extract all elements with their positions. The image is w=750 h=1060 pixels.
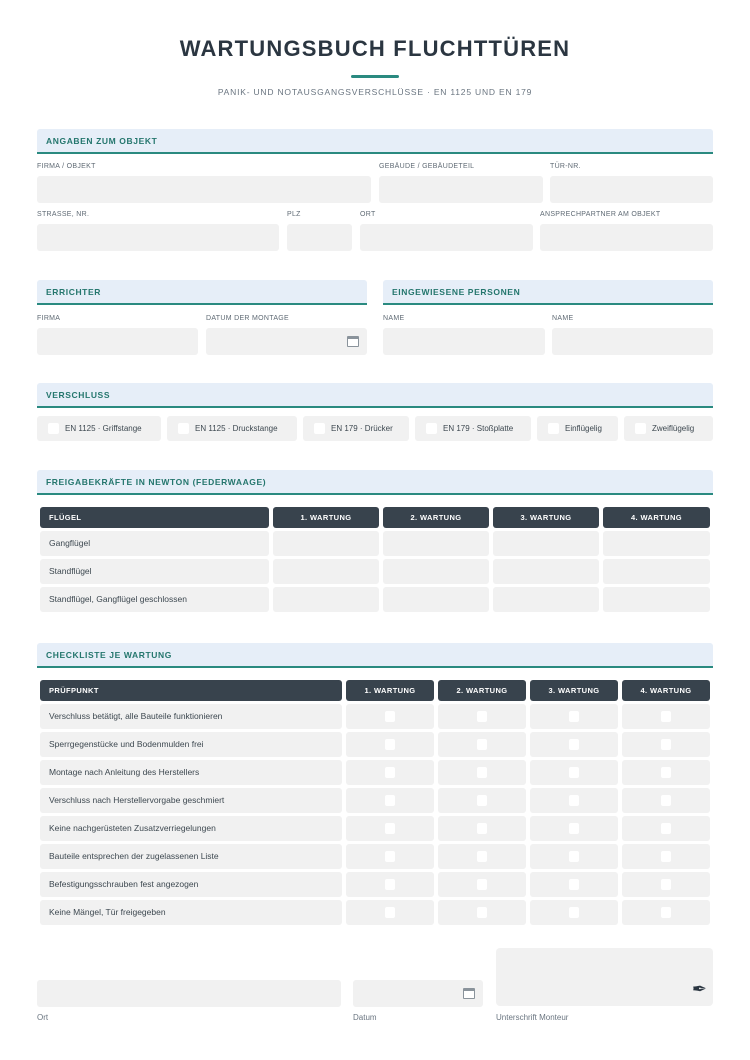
table-row-label: Bauteile entsprechen der zugelassenen Liste <box>40 844 342 869</box>
checkbox[interactable] <box>569 795 579 806</box>
checkbox[interactable] <box>477 823 487 834</box>
checkbox[interactable] <box>569 851 579 862</box>
firma-objekt-label: FIRMA / OBJEKT <box>37 163 96 170</box>
column-header-wartung-4: 4. WARTUNG <box>622 680 710 701</box>
gebaeude-label: GEBÄUDE / GEBÄUDETEIL <box>379 163 475 170</box>
name1-label: NAME <box>383 315 405 322</box>
check-cell <box>622 900 710 925</box>
checkbox[interactable] <box>385 739 395 750</box>
table-row-label: Verschluss nach Herstellervorgabe geschmiert <box>40 788 342 813</box>
firma-objekt-field[interactable] <box>37 176 371 203</box>
check-cell <box>622 872 710 897</box>
option-label: EN 179 · Drücker <box>331 424 393 433</box>
montage-datum-label: DATUM DER MONTAGE <box>206 315 290 322</box>
check-cell <box>530 732 618 757</box>
check-cell <box>346 844 434 869</box>
option-stossplatte[interactable] <box>415 416 531 441</box>
checkbox[interactable] <box>661 795 671 806</box>
checkbox[interactable] <box>661 907 671 918</box>
option-label: EN 1125 · Griffstange <box>65 424 142 433</box>
check-cell <box>622 816 710 841</box>
ort-footer-label: Ort <box>37 1013 49 1022</box>
table-row-label: Keine Mängel, Tür freigegeben <box>40 900 342 925</box>
name1-field[interactable] <box>383 328 545 355</box>
column-header-wartung-3: 3. WARTUNG <box>530 680 618 701</box>
page-title: WARTUNGSBUCH FLUCHTTÜREN <box>179 36 571 61</box>
check-cell <box>346 872 434 897</box>
checkbox[interactable] <box>477 851 487 862</box>
check-cell <box>346 816 434 841</box>
checkbox[interactable] <box>569 879 579 890</box>
checkbox[interactable] <box>426 423 437 434</box>
check-cell <box>438 816 526 841</box>
ort-field[interactable] <box>360 224 533 251</box>
check-cell <box>346 704 434 729</box>
checkbox[interactable] <box>178 423 189 434</box>
check-cell <box>346 788 434 813</box>
check-cell <box>622 732 710 757</box>
check-cell <box>530 760 618 785</box>
section-verschluss-heading: VERSCHLUSS <box>37 383 713 408</box>
table-row-label: Keine nachgerüsteten Zusatzverriegelungen <box>40 816 342 841</box>
calendar-icon[interactable] <box>463 988 475 999</box>
checkbox[interactable] <box>314 423 325 434</box>
table-row-label: Standflügel, Gangflügel geschlossen <box>40 587 269 612</box>
check-cell <box>622 788 710 813</box>
checkbox[interactable] <box>635 423 646 434</box>
option-druecker[interactable] <box>303 416 409 441</box>
check-cell <box>530 788 618 813</box>
signature-label: Unterschrift Monteur <box>496 1013 569 1022</box>
ansprechpartner-label: ANSPRECHPARTNER AM OBJEKT <box>540 211 661 218</box>
table-row-label: Sperrgegenstücke und Bodenmulden frei <box>40 732 342 757</box>
column-header-wartung-4: 4. WARTUNG <box>603 507 710 528</box>
check-cell <box>346 900 434 925</box>
force-cell[interactable] <box>383 559 489 584</box>
checkbox[interactable] <box>385 851 395 862</box>
plz-label: PLZ <box>287 211 301 218</box>
tuer-nr-field[interactable] <box>550 176 713 203</box>
check-cell <box>346 732 434 757</box>
force-cell[interactable] <box>493 587 599 612</box>
option-label: Einflügelig <box>565 424 602 433</box>
checkbox[interactable] <box>548 423 559 434</box>
datum-footer-field[interactable] <box>353 980 483 1007</box>
checkbox[interactable] <box>385 767 395 778</box>
option-zweifluegelig[interactable] <box>624 416 713 441</box>
force-cell[interactable] <box>273 531 379 556</box>
ort-footer-field[interactable] <box>37 980 341 1007</box>
gebaeude-field[interactable] <box>379 176 543 203</box>
section-errichter-heading: ERRICHTER <box>37 280 367 305</box>
column-header-wartung-3: 3. WARTUNG <box>493 507 599 528</box>
strasse-field[interactable] <box>37 224 279 251</box>
checkbox[interactable] <box>477 795 487 806</box>
force-cell[interactable] <box>603 587 710 612</box>
checkbox[interactable] <box>385 711 395 722</box>
check-cell <box>530 900 618 925</box>
table-row-label: Gangflügel <box>40 531 269 556</box>
checkbox[interactable] <box>477 739 487 750</box>
check-cell <box>622 760 710 785</box>
check-cell <box>530 872 618 897</box>
pen-nib-icon: ✒ <box>691 979 707 999</box>
column-header-pruefpunkt: PRÜFPUNKT <box>40 680 342 701</box>
force-cell[interactable] <box>383 587 489 612</box>
checkbox[interactable] <box>569 767 579 778</box>
check-cell <box>530 704 618 729</box>
checkbox[interactable] <box>48 423 59 434</box>
section-eingewiesene-heading: EINGEWIESENE PERSONEN <box>383 280 713 305</box>
check-cell <box>438 788 526 813</box>
errichter-firma-field[interactable] <box>37 328 198 355</box>
checkbox[interactable] <box>569 711 579 722</box>
checkbox[interactable] <box>477 767 487 778</box>
section-checkliste-heading: CHECKLISTE JE WARTUNG <box>37 643 713 668</box>
checkbox[interactable] <box>385 795 395 806</box>
checkbox[interactable] <box>661 851 671 862</box>
strasse-label: STRASSE, NR. <box>37 211 90 218</box>
datum-footer-label: Datum <box>353 1013 377 1022</box>
errichter-firma-label: FIRMA <box>37 315 61 322</box>
option-label: Zweiflügelig <box>652 424 695 433</box>
signature-field[interactable] <box>496 948 713 1006</box>
checkbox[interactable] <box>569 907 579 918</box>
tuer-nr-label: TÜR-NR. <box>550 163 581 170</box>
checkbox[interactable] <box>385 823 395 834</box>
force-cell[interactable] <box>493 531 599 556</box>
check-cell <box>622 704 710 729</box>
checkbox[interactable] <box>477 711 487 722</box>
ansprechpartner-field[interactable] <box>540 224 713 251</box>
checkbox[interactable] <box>661 767 671 778</box>
checkbox[interactable] <box>661 823 671 834</box>
checkbox[interactable] <box>661 739 671 750</box>
checkbox[interactable] <box>661 879 671 890</box>
check-cell <box>438 844 526 869</box>
checkbox[interactable] <box>477 907 487 918</box>
force-cell[interactable] <box>273 559 379 584</box>
force-cell[interactable] <box>603 559 710 584</box>
section-kraefte-heading: FREIGABEKRÄFTE IN NEWTON (FEDERWAAGE) <box>37 470 713 495</box>
check-cell <box>438 732 526 757</box>
check-cell <box>530 816 618 841</box>
table-row-label: Standflügel <box>40 559 269 584</box>
check-cell <box>438 704 526 729</box>
table-row-label: Befestigungsschrauben fest angezogen <box>40 872 342 897</box>
force-cell[interactable] <box>273 587 379 612</box>
checkbox[interactable] <box>477 879 487 890</box>
checkbox[interactable] <box>661 711 671 722</box>
check-cell <box>438 900 526 925</box>
force-cell[interactable] <box>603 531 710 556</box>
name2-field[interactable] <box>552 328 713 355</box>
option-label: EN 179 · Stoßplatte <box>443 424 514 433</box>
force-cell[interactable] <box>493 559 599 584</box>
section-objekt-heading: ANGABEN ZUM OBJEKT <box>37 129 713 154</box>
option-druckstange[interactable] <box>167 416 297 441</box>
ort-label: ORT <box>360 211 376 218</box>
column-header-wartung-2: 2. WARTUNG <box>383 507 489 528</box>
column-header-wartung-1: 1. WARTUNG <box>346 680 434 701</box>
page-subtitle: PANIK- UND NOTAUSGANGSVERSCHLÜSSE · EN 1125 UND EN 179 <box>217 87 533 97</box>
title-underline <box>351 75 399 78</box>
table-row-label: Montage nach Anleitung des Herstellers <box>40 760 342 785</box>
check-cell <box>346 760 434 785</box>
force-cell[interactable] <box>383 531 489 556</box>
calendar-icon[interactable] <box>347 336 359 347</box>
check-cell <box>530 844 618 869</box>
check-cell <box>438 760 526 785</box>
option-label: EN 1125 · Druckstange <box>195 424 278 433</box>
checkbox[interactable] <box>569 739 579 750</box>
montage-datum-field[interactable] <box>206 328 367 355</box>
check-cell <box>622 844 710 869</box>
column-header-wartung-1: 1. WARTUNG <box>273 507 379 528</box>
option-griffstange[interactable] <box>37 416 161 441</box>
option-einfluegelig[interactable] <box>537 416 618 441</box>
column-header-wartung-2: 2. WARTUNG <box>438 680 526 701</box>
checkbox[interactable] <box>385 879 395 890</box>
plz-field[interactable] <box>287 224 352 251</box>
column-header-fluegel: FLÜGEL <box>40 507 269 528</box>
checkbox[interactable] <box>385 907 395 918</box>
name2-label: NAME <box>552 315 574 322</box>
table-row-label: Verschluss betätigt, alle Bauteile funktionieren <box>40 704 342 729</box>
check-cell <box>438 872 526 897</box>
checkbox[interactable] <box>569 823 579 834</box>
